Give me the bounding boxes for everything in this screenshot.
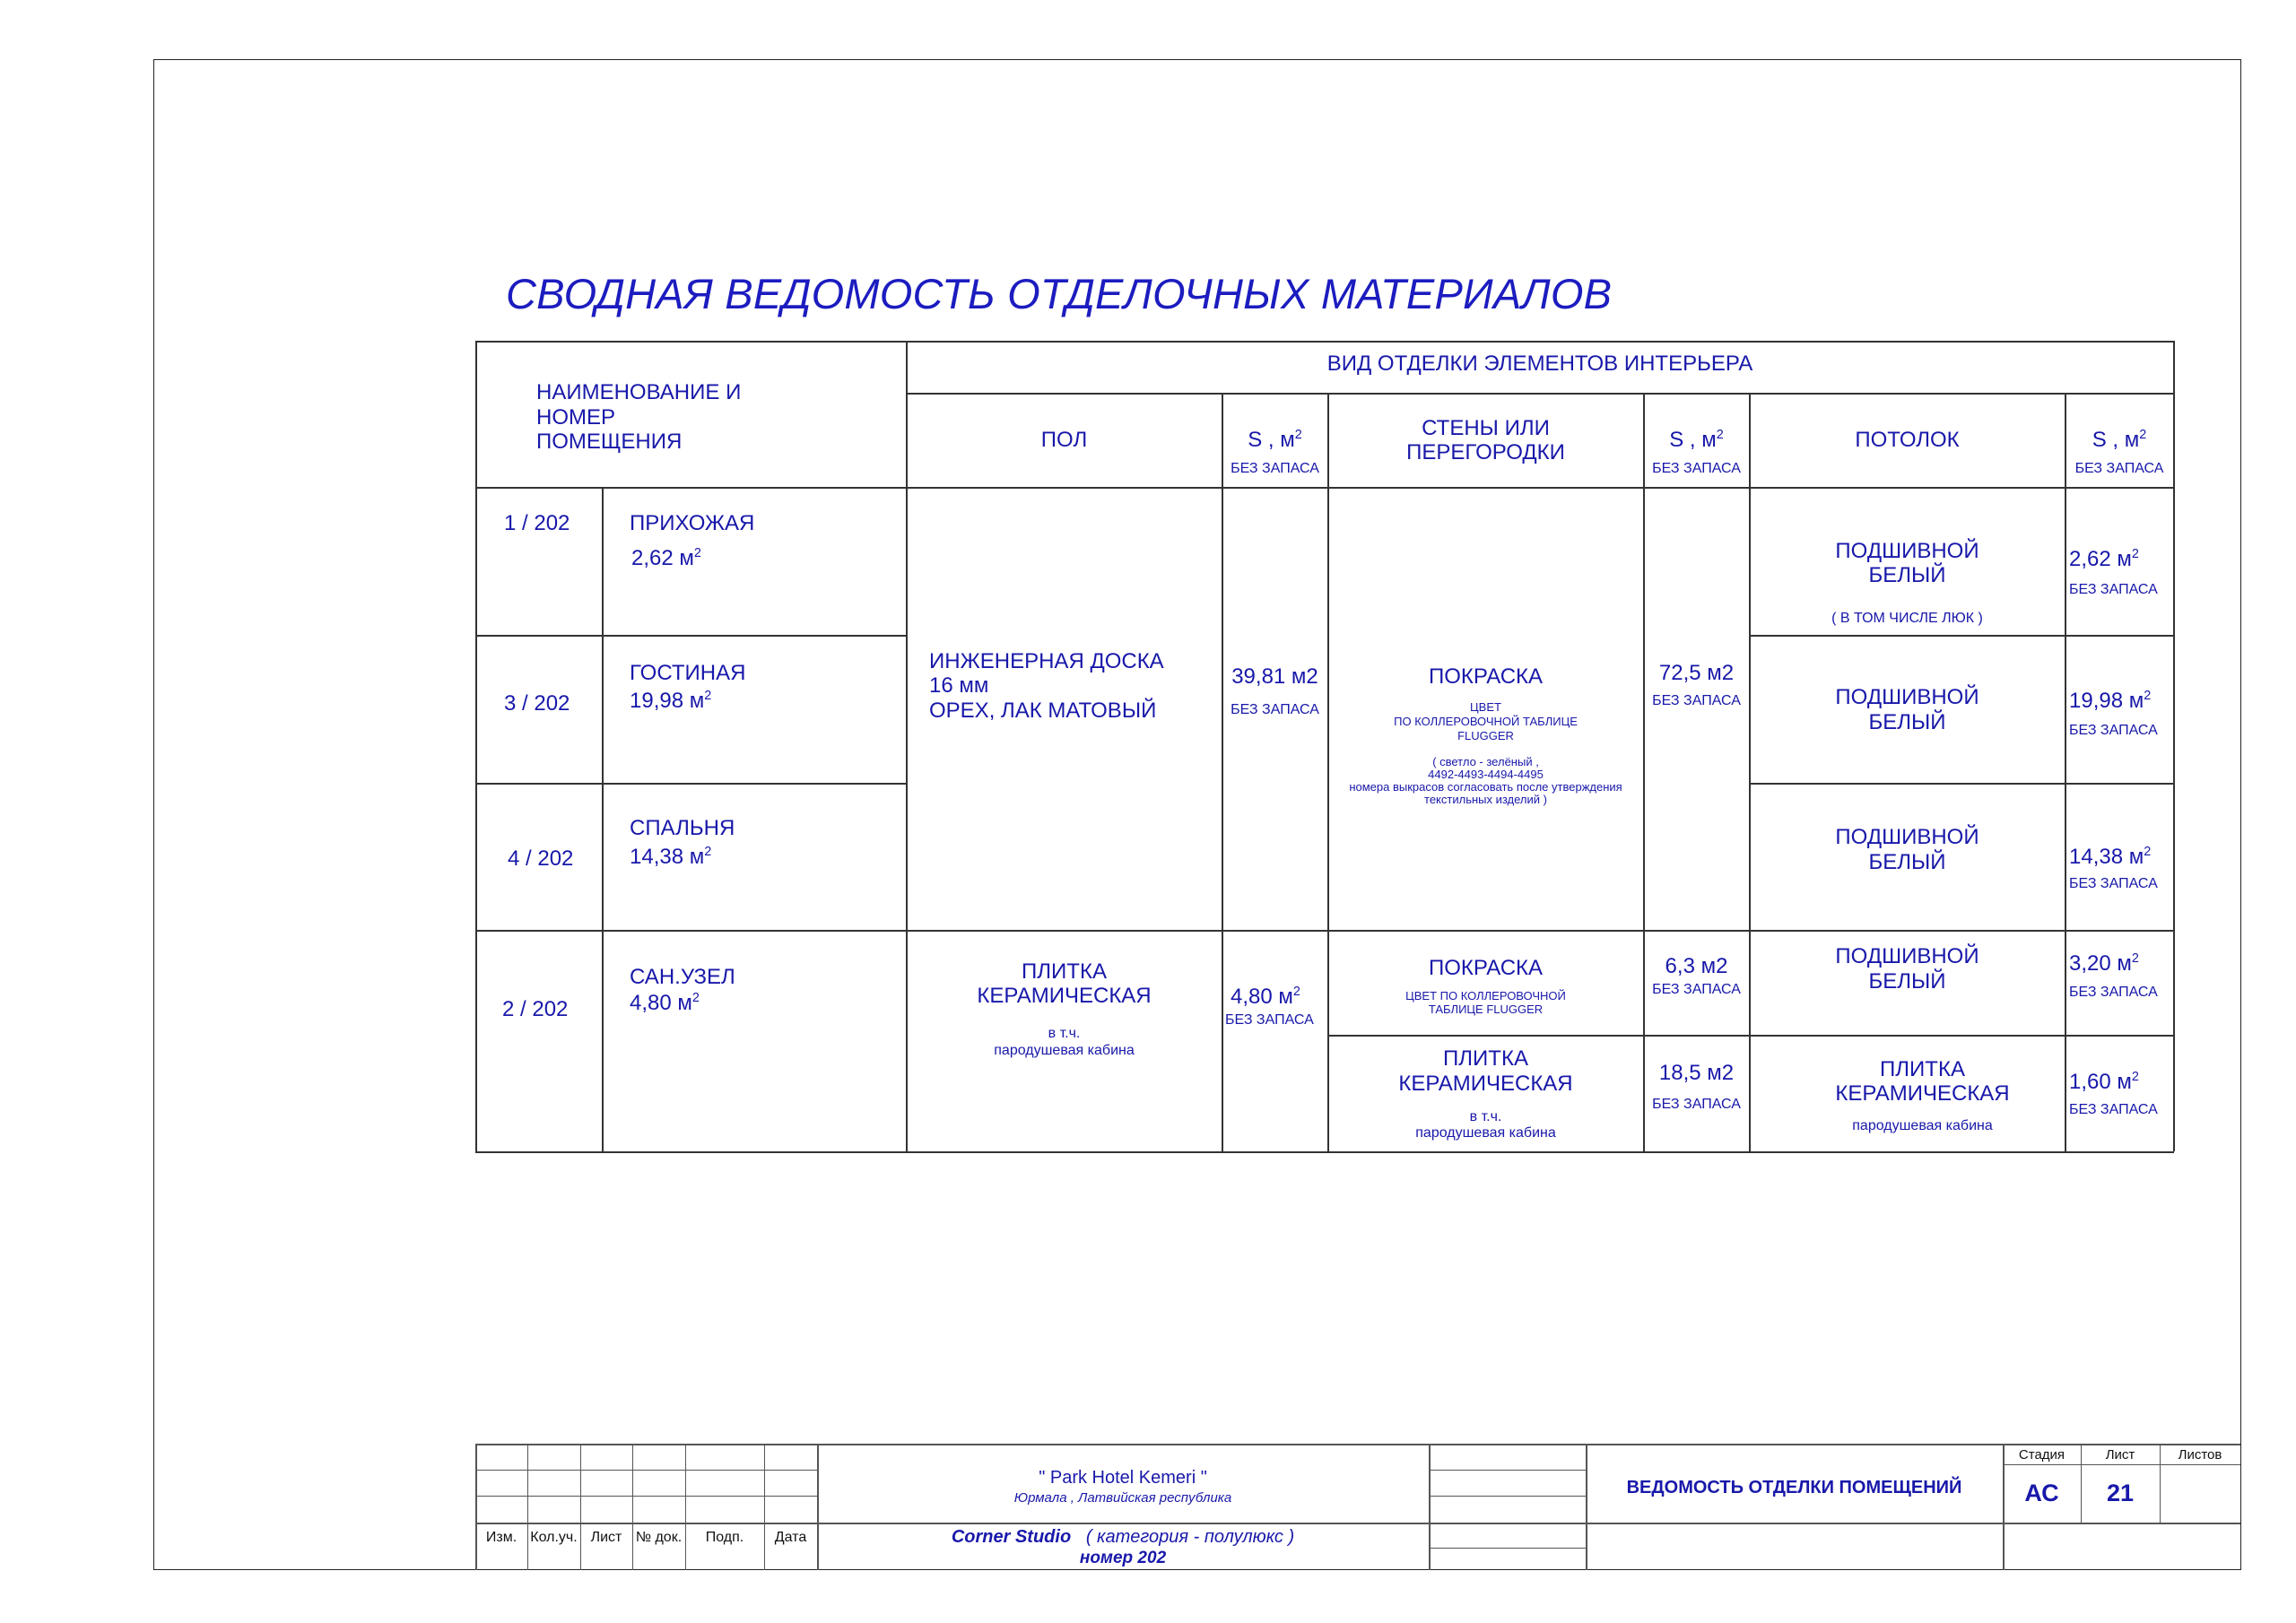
header-floor: ПОЛ xyxy=(1040,428,1088,452)
room-number: 4 / 202 xyxy=(508,846,574,871)
room-name: СПАЛЬНЯ xyxy=(630,816,735,840)
stamp-col-doc: № док. xyxy=(635,1530,683,1545)
ceiling-note: пародушевая кабина xyxy=(1852,1118,1993,1133)
header-walls-area: S , $м^2$ xyxy=(1669,428,1724,452)
ceiling-line1: ПОДШИВНОЙ xyxy=(1835,825,1979,849)
ceiling-line2: КЕРАМИЧЕСКАЯ xyxy=(1835,1081,2010,1106)
floor-main-line3: ОРЕХ, ЛАК МАТОВЫЙ xyxy=(929,699,1157,723)
room-number: 3 / 202 xyxy=(504,691,570,716)
walls-main-note: FLUGGER xyxy=(1457,729,1514,742)
header-ceiling: ПОТОЛОК xyxy=(1855,428,1960,452)
ceiling-area: 3,20 $м^2$ xyxy=(2069,951,2139,976)
walls-main-note: номера выкрасов согласовать после утверждения xyxy=(1349,780,1622,794)
walls-main-area-note: БЕЗ ЗАПАСА xyxy=(1652,693,1741,708)
header-ceiling-area: S , $м^2$ xyxy=(2092,428,2147,452)
room-number: 1 / 202 xyxy=(504,511,570,535)
stamp-stage-label: Стадия xyxy=(2018,1447,2066,1462)
stamp-studio-line: Corner Studio ( категория - полулюкс ) xyxy=(951,1527,1295,1547)
stamp-sheet: 21 xyxy=(2106,1480,2135,1506)
stamp-col-list: Лист xyxy=(590,1530,622,1545)
room-area: 19,98 $м^2$ xyxy=(630,689,712,713)
stamp-project: " Park Hotel Kemeri " xyxy=(1039,1468,1207,1488)
ceiling-line1: ПЛИТКА xyxy=(1880,1057,1965,1081)
ceiling-area: 14,38 $м^2$ xyxy=(2069,845,2152,869)
ceiling-line1: ПОДШИВНОЙ xyxy=(1835,685,1979,709)
page-title: СВОДНАЯ ВЕДОМОСТЬ ОТДЕЛОЧНЫХ МАТЕРИАЛОВ xyxy=(506,270,1613,317)
walls-main-note: ПО КОЛЛЕРОВОЧНОЙ ТАБЛИЦЕ xyxy=(1394,715,1578,728)
ceiling-line1: ПОДШИВНОЙ xyxy=(1835,944,1979,968)
stamp-stage: АС xyxy=(2024,1480,2059,1506)
floor-main-area: 39,81 м2 xyxy=(1231,664,1318,689)
header-ceiling-area-note: БЕЗ ЗАПАСА xyxy=(2074,461,2164,476)
floor-main-area-note: БЕЗ ЗАПАСА xyxy=(1231,702,1319,717)
bath-floor-area-note: БЕЗ ЗАПАСА xyxy=(1225,1012,1314,1028)
header-floor-area: S , $м^2$ xyxy=(1248,428,1302,452)
stamp-col-podp: Подп. xyxy=(705,1530,744,1545)
bath-floor-line1: ПЛИТКА xyxy=(1022,959,1107,984)
header-walls-line1: СТЕНЫ ИЛИ xyxy=(1422,416,1550,440)
header-room-line2: НОМЕР xyxy=(536,405,616,430)
stamp-sheets-label: Листов xyxy=(2178,1447,2222,1462)
room-area: 14,38 $м^2$ xyxy=(630,845,712,869)
walls-main-note: 4492-4493-4494-4495 xyxy=(1428,768,1544,781)
walls-main-area: 72,5 м2 xyxy=(1658,661,1735,685)
ceiling-area: 2,62 $м^2$ xyxy=(2069,547,2139,571)
walls-main-note: ( светло - зелёный , xyxy=(1432,755,1539,768)
ceiling-note: ( В ТОМ ЧИСЛЕ ЛЮК ) xyxy=(1831,611,1983,626)
bath-walls-note: пародушевая кабина xyxy=(1415,1125,1556,1141)
bath-walls-line1: ПОКРАСКА xyxy=(1428,956,1544,980)
ceiling-area-note: БЕЗ ЗАПАСА xyxy=(2069,582,2158,597)
bath-floor-line2: КЕРАМИЧЕСКАЯ xyxy=(977,984,1152,1008)
ceiling-line2: БЕЛЫЙ xyxy=(1868,710,1946,734)
header-room-line3: ПОМЕЩЕНИЯ xyxy=(536,430,683,454)
walls-main-name: ПОКРАСКА xyxy=(1428,664,1544,689)
stamp-col-kol: Кол.уч. xyxy=(530,1530,578,1545)
bath-walls-area-note: БЕЗ ЗАПАСА xyxy=(1652,982,1741,997)
walls-main-note: ЦВЕТ xyxy=(1470,700,1501,714)
header-finish-group: ВИД ОТДЕЛКИ ЭЛЕМЕНТОВ ИНТЕРЬЕРА xyxy=(1326,352,1753,376)
bath-floor-note: в т.ч. xyxy=(1048,1026,1081,1041)
room-name: ГОСТИНАЯ xyxy=(630,661,746,685)
bath-floor-note: пародушевая кабина xyxy=(994,1043,1135,1058)
ceiling-area: 1,60 $м^2$ xyxy=(2069,1070,2139,1094)
ceiling-line2: БЕЛЫЙ xyxy=(1868,969,1946,994)
ceiling-line1: ПОДШИВНОЙ xyxy=(1835,539,1979,563)
header-walls-area-note: БЕЗ ЗАПАСА xyxy=(1652,461,1741,476)
bath-floor-area: 4,80 $м^2$ xyxy=(1231,985,1300,1009)
room-name: САН.УЗЕЛ xyxy=(630,965,735,989)
room-number: 2 / 202 xyxy=(502,997,569,1021)
ceiling-area-note: БЕЗ ЗАПАСА xyxy=(2069,1102,2158,1117)
stamp-col-izm: Изм. xyxy=(485,1530,517,1545)
room-area: 2,62 $м^2$ xyxy=(631,546,701,570)
floor-main-line1: ИНЖЕНЕРНАЯ ДОСКА xyxy=(929,649,1164,673)
ceiling-line2: БЕЛЫЙ xyxy=(1868,563,1946,587)
bath-walls-area: 6,3 м2 xyxy=(1665,954,1728,978)
bath-walls-line2: КЕРАМИЧЕСКАЯ xyxy=(1398,1072,1573,1096)
ceiling-area-note: БЕЗ ЗАПАСА xyxy=(2069,876,2158,891)
room-name: ПРИХОЖАЯ xyxy=(630,511,755,535)
walls-main-note: текстильных изделий ) xyxy=(1424,793,1547,806)
room-area: 4,80 $м^2$ xyxy=(630,991,700,1015)
stamp-sheet-label: Лист xyxy=(2105,1447,2135,1462)
stamp-sheet-title: ВЕДОМОСТЬ ОТДЕЛКИ ПОМЕЩЕНИЙ xyxy=(1626,1478,1962,1497)
header-walls-line2: ПЕРЕГОРОДКИ xyxy=(1406,440,1565,464)
bath-walls-note: в т.ч. xyxy=(1469,1109,1502,1124)
ceiling-area-note: БЕЗ ЗАПАСА xyxy=(2069,985,2158,1000)
stamp-location: Юрмала , Латвийская республика xyxy=(1013,1490,1232,1506)
bath-walls-line1: ПЛИТКА xyxy=(1443,1046,1528,1071)
ceiling-area-note: БЕЗ ЗАПАСА xyxy=(2069,723,2158,738)
header-floor-area-note: БЕЗ ЗАПАСА xyxy=(1231,461,1319,476)
bath-walls-area: 18,5 м2 xyxy=(1658,1061,1735,1085)
floor-main-line2: 16 мм xyxy=(929,673,989,698)
header-room-line1: НАИМЕНОВАНИЕ И xyxy=(536,380,742,404)
ceiling-area: 19,98 $м^2$ xyxy=(2069,689,2152,713)
bath-walls-note: ТАБЛИЦЕ FLUGGER xyxy=(1428,1002,1544,1016)
bath-walls-note: ЦВЕТ ПО КОЛЛЕРОВОЧНОЙ xyxy=(1405,989,1566,1002)
stamp-room-no: номер 202 xyxy=(1079,1549,1167,1567)
ceiling-line2: БЕЛЫЙ xyxy=(1868,850,1946,874)
stamp-col-date: Дата xyxy=(774,1530,807,1545)
bath-walls-area-note: БЕЗ ЗАПАСА xyxy=(1652,1097,1741,1112)
